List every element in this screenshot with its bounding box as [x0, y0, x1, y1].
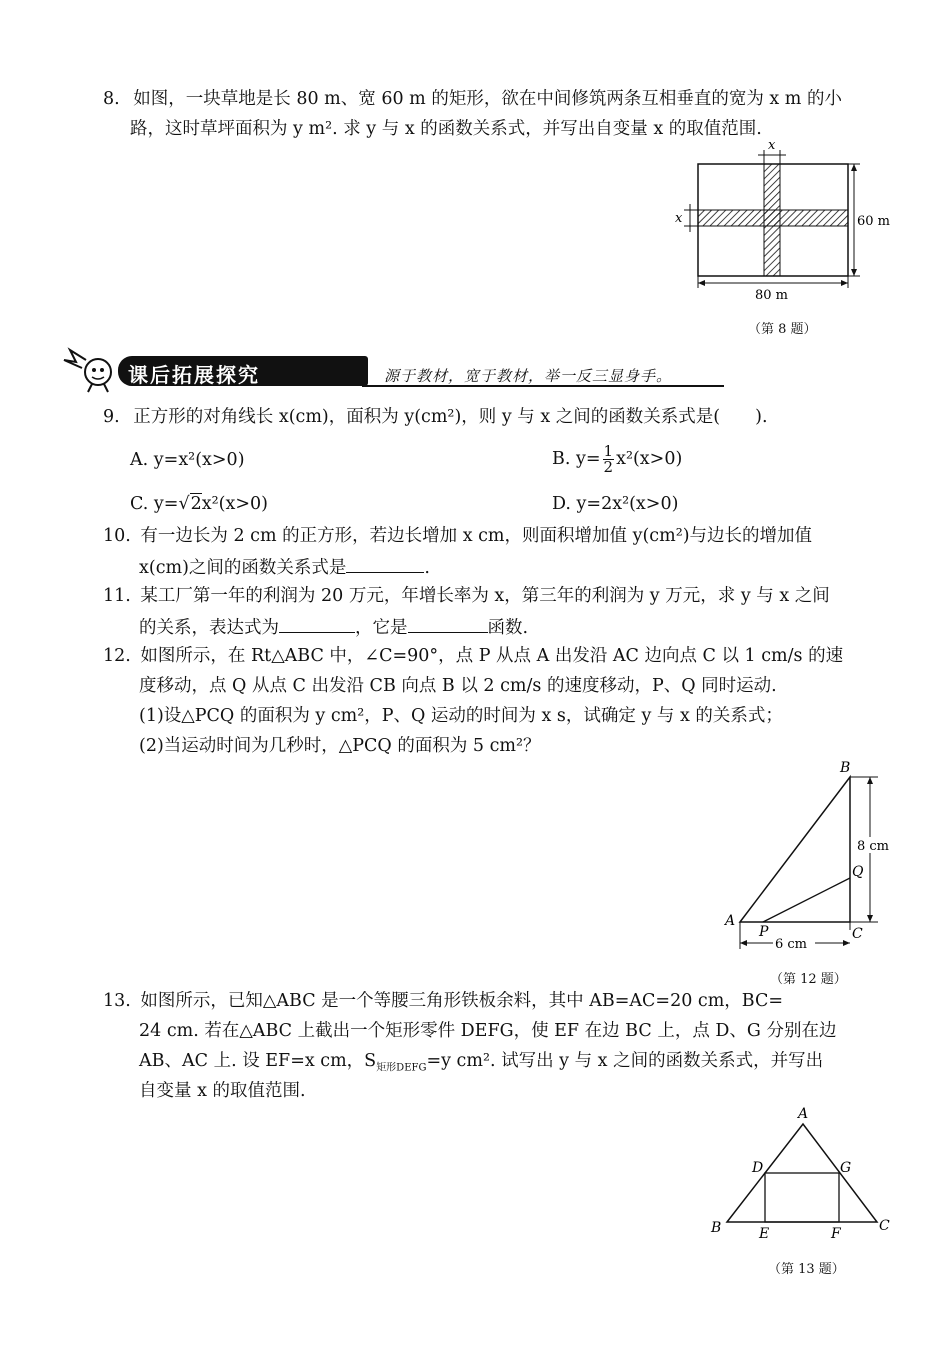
- q13-label-f: F: [831, 1226, 841, 1242]
- q13-label-g: G: [840, 1160, 852, 1176]
- sqrt-icon: √: [178, 494, 190, 514]
- q13-caption: （第 13 题）: [768, 1262, 845, 1277]
- q8-fig-height: 60 m: [857, 214, 891, 229]
- q12-text-1: 如图所示，在 Rt△ABC 中，∠C=90°，点 P 从点 A 出发沿 AC 边向点 C 以 1 cm/s 的速: [140, 646, 844, 666]
- q12-label-b: B: [840, 760, 851, 776]
- q12-line1: [103, 644, 843, 668]
- q12-figure: [715, 755, 905, 965]
- q13-rectangle-defg: [765, 1173, 839, 1222]
- q8-caption: （第 8 题）: [748, 322, 817, 337]
- q8-fig-x-left: x: [675, 211, 683, 226]
- q8-horizontal-road: [698, 210, 848, 226]
- q9-option-a: A. y=x²(x>0): [130, 450, 245, 470]
- q9-option-b-pre: B. y=: [552, 449, 601, 469]
- q9-option-c: [130, 492, 268, 516]
- q9-option-c-pre: C. y=: [130, 494, 179, 514]
- q13-line2: 24 cm. 若在△ABC 上截出一个矩形零件 DEFG，使 EF 在边 BC 上，点 D、G 分别在边: [139, 1021, 837, 1041]
- q10-line2: [139, 554, 430, 580]
- q13-label-e: E: [759, 1226, 770, 1242]
- section-banner: [62, 346, 672, 394]
- q12-line3: (1)设△PCQ 的面积为 y cm²，P、Q 运动的时间为 x s，试确定 y 与 x 的关系式；: [139, 706, 783, 726]
- q11-text-2a: 的关系，表达式为: [139, 618, 279, 638]
- q13-label-b: B: [711, 1220, 722, 1236]
- q13-text-3b: =y cm². 试写出 y 与 x 之间的函数关系式，并写出: [426, 1051, 824, 1071]
- q10-text-end: .: [424, 558, 430, 578]
- q8-text-2: 路，这时草坪面积为 y m². 求 y 与 x 的函数关系式，并写出自变量 x 的取值范围.: [130, 119, 762, 139]
- q10-answer-blank[interactable]: [346, 554, 424, 573]
- q11-text-2b: ，它是: [355, 618, 408, 638]
- q13-label-d: D: [752, 1160, 764, 1176]
- q13-label-c: C: [879, 1218, 890, 1234]
- q12-fig-bc-length: 8 cm: [857, 839, 890, 854]
- q13-number: 13.: [103, 991, 131, 1011]
- q8-figure: [670, 138, 900, 313]
- q12-segment-pq: [763, 878, 850, 922]
- q13-line1: [103, 989, 783, 1013]
- mascot-icon: [62, 346, 124, 394]
- q9-number: 9.: [103, 407, 120, 427]
- q11-line2: [139, 614, 528, 640]
- q12-number: 12.: [103, 646, 131, 666]
- q13-text-3a: AB、AC 上. 设 EF=x cm，S: [139, 1051, 377, 1071]
- q11-number: 11.: [103, 586, 131, 606]
- q12-label-q: Q: [852, 864, 864, 880]
- q9-option-b-post: x²(x>0): [616, 449, 683, 469]
- q9-option-b-fraction: [603, 444, 615, 475]
- q10-text-1: 有一边长为 2 cm 的正方形，若边长增加 x cm，则面积增加值 y(cm²)与边长的增加值: [140, 526, 813, 546]
- q12-line4: (2)当运动时间为几秒时，△PCQ 的面积为 5 cm²？: [139, 736, 541, 756]
- q12-label-c: C: [852, 926, 863, 942]
- q9-option-d: D. y=2x²(x>0): [552, 494, 679, 514]
- q10-number: 10.: [103, 526, 131, 546]
- q11-text-2c: 函数.: [487, 618, 529, 638]
- q9-option-b-denominator: 2: [603, 458, 614, 476]
- q13-subscript: 矩形DEFG: [376, 1062, 427, 1074]
- q12-line2: 度移动，点 Q 从点 C 出发沿 CB 向点 B 以 2 cm/s 的速度移动，P、Q 同时运动.: [139, 676, 777, 696]
- q9-option-c-post: x²(x>0): [201, 494, 268, 514]
- q8-fig-x-top: x: [768, 138, 776, 153]
- q13-line3: [139, 1049, 823, 1073]
- section-title: 课后拓展探究: [128, 363, 260, 387]
- q13-line4: 自变量 x 的取值范围.: [139, 1081, 306, 1101]
- q9-stem: [103, 405, 768, 429]
- q9-option-b: [552, 440, 682, 478]
- q13-figure: [705, 1100, 895, 1245]
- q10-text-2: x(cm)之间的函数关系式是: [139, 558, 347, 578]
- q8-text-1: 如图，一块草地是长 80 m、宽 60 m 的矩形，欲在中间修筑两条互相垂直的宽为 x m 的小: [133, 89, 842, 109]
- q11-function-type-blank[interactable]: [408, 614, 488, 633]
- q11-text-1: 某工厂第一年的利润为 20 万元，年增长率为 x，第三年的利润为 y 万元，求 y 与 x 之间: [140, 586, 830, 606]
- q8-line1: [103, 87, 842, 111]
- q10-line1: [103, 524, 812, 548]
- q9-option-b-numerator: 1: [603, 442, 614, 460]
- q13-text-1: 如图所示，已知△ABC 是一个等腰三角形铁板余料，其中 AB=AC=20 cm，BC=: [140, 991, 784, 1011]
- q12-caption: （第 12 题）: [770, 972, 847, 987]
- q12-fig-ac-length: 6 cm: [775, 937, 808, 952]
- section-slogan: 源于教材，宽于教材，举一反三显身手。: [384, 367, 673, 385]
- q13-label-a: A: [798, 1106, 809, 1122]
- q11-expression-blank[interactable]: [279, 614, 355, 633]
- q12-label-a: A: [725, 913, 736, 929]
- q12-triangle-abc: [740, 777, 850, 922]
- q9-option-c-radicand: 2: [190, 494, 202, 514]
- q12-label-p: P: [759, 924, 769, 940]
- q11-line1: [103, 584, 830, 608]
- q8-line2: [130, 117, 762, 141]
- q8-fig-width: 80 m: [755, 288, 789, 303]
- q9-text: 正方形的对角线长 x(cm)，面积为 y(cm²)，则 y 与 x 之间的函数关系式是( ).: [133, 407, 768, 427]
- q8-number: 8.: [103, 89, 120, 109]
